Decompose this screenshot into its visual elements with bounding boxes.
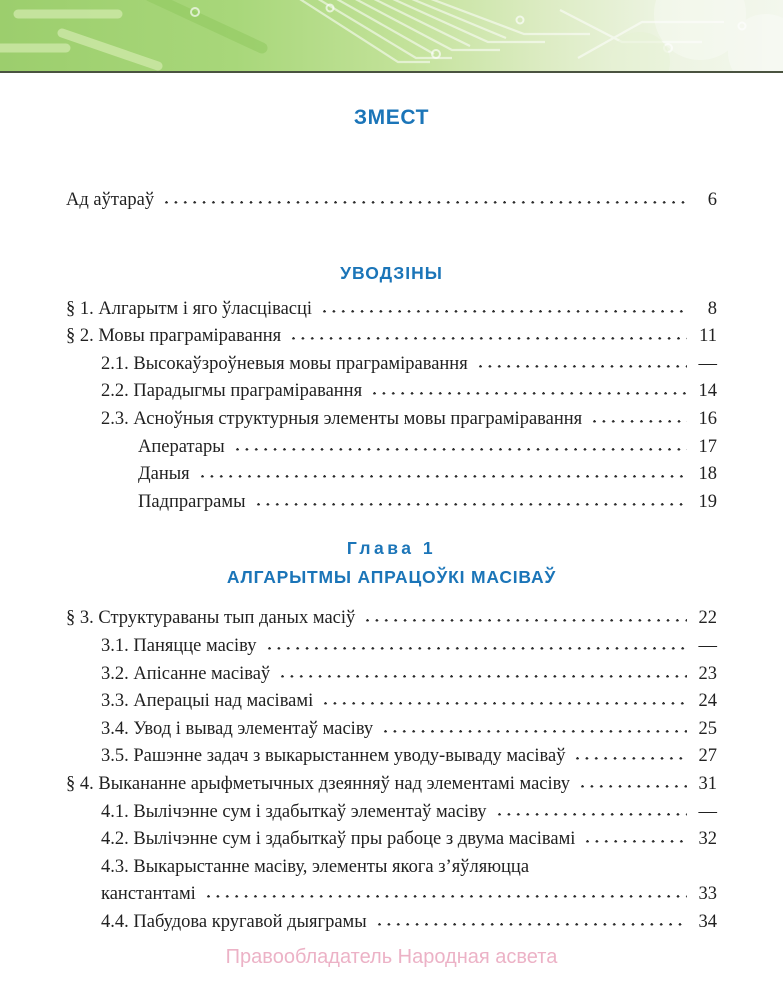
dot-leader	[495, 813, 687, 817]
toc-entry-label: Аператары	[138, 436, 225, 457]
toc-page-number: 33	[698, 884, 717, 905]
dot-leader	[162, 201, 687, 205]
toc-entry-label: 3.2. Апісанне масіваў	[101, 663, 271, 684]
toc-page-number: —	[698, 801, 717, 822]
toc-section-chapter1	[66, 605, 717, 936]
toc-page-number: 24	[698, 691, 717, 712]
toc-entry-label: Падпраграмы	[138, 491, 246, 512]
chapter-title: АЛГАРЫТМЫ АПРАЦОЎКІ МАСІВАЎ	[226, 567, 557, 588]
toc-entry	[66, 771, 717, 799]
header-circuit-art	[0, 0, 783, 71]
toc-page-number: 27	[698, 746, 717, 767]
toc-entry-label: Даныя	[138, 464, 190, 485]
toc-entry	[66, 406, 717, 434]
page-title: ЗМЕСТ	[353, 106, 430, 129]
section-heading-uvodziny: УВОДЗІНЫ	[340, 262, 443, 283]
toc-entry-label: Ад аўтараў	[66, 190, 155, 210]
dot-leader	[265, 647, 688, 651]
dot-leader	[375, 923, 687, 927]
toc-entry	[66, 605, 717, 633]
toc-entry-label: 3.3. Аперацыі над масівамі	[101, 691, 314, 712]
toc-entry-label: 3.4. Увод і вывад элементаў масіву	[101, 718, 374, 739]
chapter-heading	[66, 537, 717, 588]
toc-page-number: 6	[707, 190, 717, 210]
dot-leader	[573, 757, 687, 761]
chapter-label: Глава 1	[346, 538, 437, 559]
dot-leader	[289, 337, 687, 341]
toc-entry	[66, 854, 717, 882]
toc-page-number: 18	[698, 464, 717, 485]
toc-page-number: 23	[698, 663, 717, 684]
dot-leader	[590, 420, 687, 424]
toc-entry-label: 2.3. Асноўныя структурныя элементы мовы праграміравання	[101, 408, 583, 429]
toc-page-number: 32	[698, 829, 717, 850]
dot-leader	[370, 392, 687, 396]
dot-leader	[583, 840, 687, 844]
toc-entry-label: 4.3. Выкарыстанне масіву, элементы якога з’яўляюцца	[101, 856, 530, 877]
toc-entry-label: канстантамі	[101, 884, 196, 905]
toc-entry	[66, 351, 717, 379]
toc-page-number: 22	[698, 608, 717, 629]
toc-entry	[66, 296, 717, 324]
dot-leader	[363, 619, 687, 623]
toc-entry-label: § 3. Структураваны тып даных масіў	[66, 608, 356, 629]
toc-page-number: 31	[698, 773, 717, 794]
footer-watermark: Правообладатель Народная асвета	[225, 946, 558, 968]
dot-leader	[233, 448, 687, 452]
toc-entry	[66, 434, 717, 462]
toc-page-number: 14	[698, 381, 717, 402]
dot-leader	[476, 365, 687, 369]
toc-entry-label: § 1. Алгарытм і яго ўласцівасці	[66, 298, 313, 319]
toc-page-number: 17	[698, 436, 717, 457]
toc-entry-label: 3.5. Рашэнне задач з выкарыстаннем уводу-вываду масіваў	[101, 746, 566, 767]
toc-page-number: —	[698, 353, 717, 374]
toc-entry	[66, 909, 717, 937]
toc-entry	[66, 378, 717, 406]
toc-content	[0, 106, 783, 936]
toc-entry-label: 3.1. Паняцце масіву	[101, 635, 257, 656]
toc-page-number: 11	[699, 326, 717, 347]
toc-entry-label: 4.1. Вылічэнне сум і здабыткаў элементаў масіву	[101, 801, 487, 822]
toc-page-number: 25	[698, 718, 717, 739]
toc-entry	[66, 323, 717, 351]
dot-leader	[254, 503, 687, 507]
toc-entry	[66, 461, 717, 489]
toc-entry-label: § 4. Выкананне арыфметычных дзеянняў над элементамі масіву	[66, 773, 570, 794]
toc-entry	[66, 688, 717, 716]
dot-leader	[537, 868, 714, 872]
header-banner	[0, 0, 783, 73]
dot-leader	[381, 730, 687, 734]
dot-leader	[198, 475, 687, 479]
dot-leader	[204, 895, 687, 899]
toc-entry	[66, 799, 717, 827]
toc-page-number: 8	[707, 298, 717, 319]
toc-page-number: 34	[698, 911, 717, 932]
toc-page-number: 16	[698, 408, 717, 429]
toc-page-number: —	[698, 635, 717, 656]
toc-entry	[66, 661, 717, 689]
toc-section-intro	[66, 296, 717, 517]
toc-entry	[66, 826, 717, 854]
dot-leader	[320, 310, 687, 314]
toc-entry-label: § 2. Мовы праграміравання	[66, 326, 282, 347]
toc-entry	[66, 187, 717, 215]
dot-leader	[578, 785, 687, 789]
toc-entry	[66, 489, 717, 517]
toc-entry-label: 2.2. Парадыгмы праграміравання	[101, 381, 363, 402]
toc-entry	[66, 633, 717, 661]
dot-leader	[321, 702, 687, 706]
toc-entry-label: 4.4. Пабудова кругавой дыяграмы	[101, 911, 367, 932]
toc-entry-label: 2.1. Высокаўзроўневыя мовы праграміравання	[101, 353, 468, 374]
toc-page-number: 19	[698, 491, 717, 512]
toc-entry	[66, 743, 717, 771]
toc-entry-label: 4.2. Вылічэнне сум і здабыткаў пры рабоце з двума масівамі	[101, 829, 576, 850]
dot-leader	[278, 675, 687, 679]
toc-entry	[66, 716, 717, 744]
toc-entry-continuation	[66, 881, 717, 909]
